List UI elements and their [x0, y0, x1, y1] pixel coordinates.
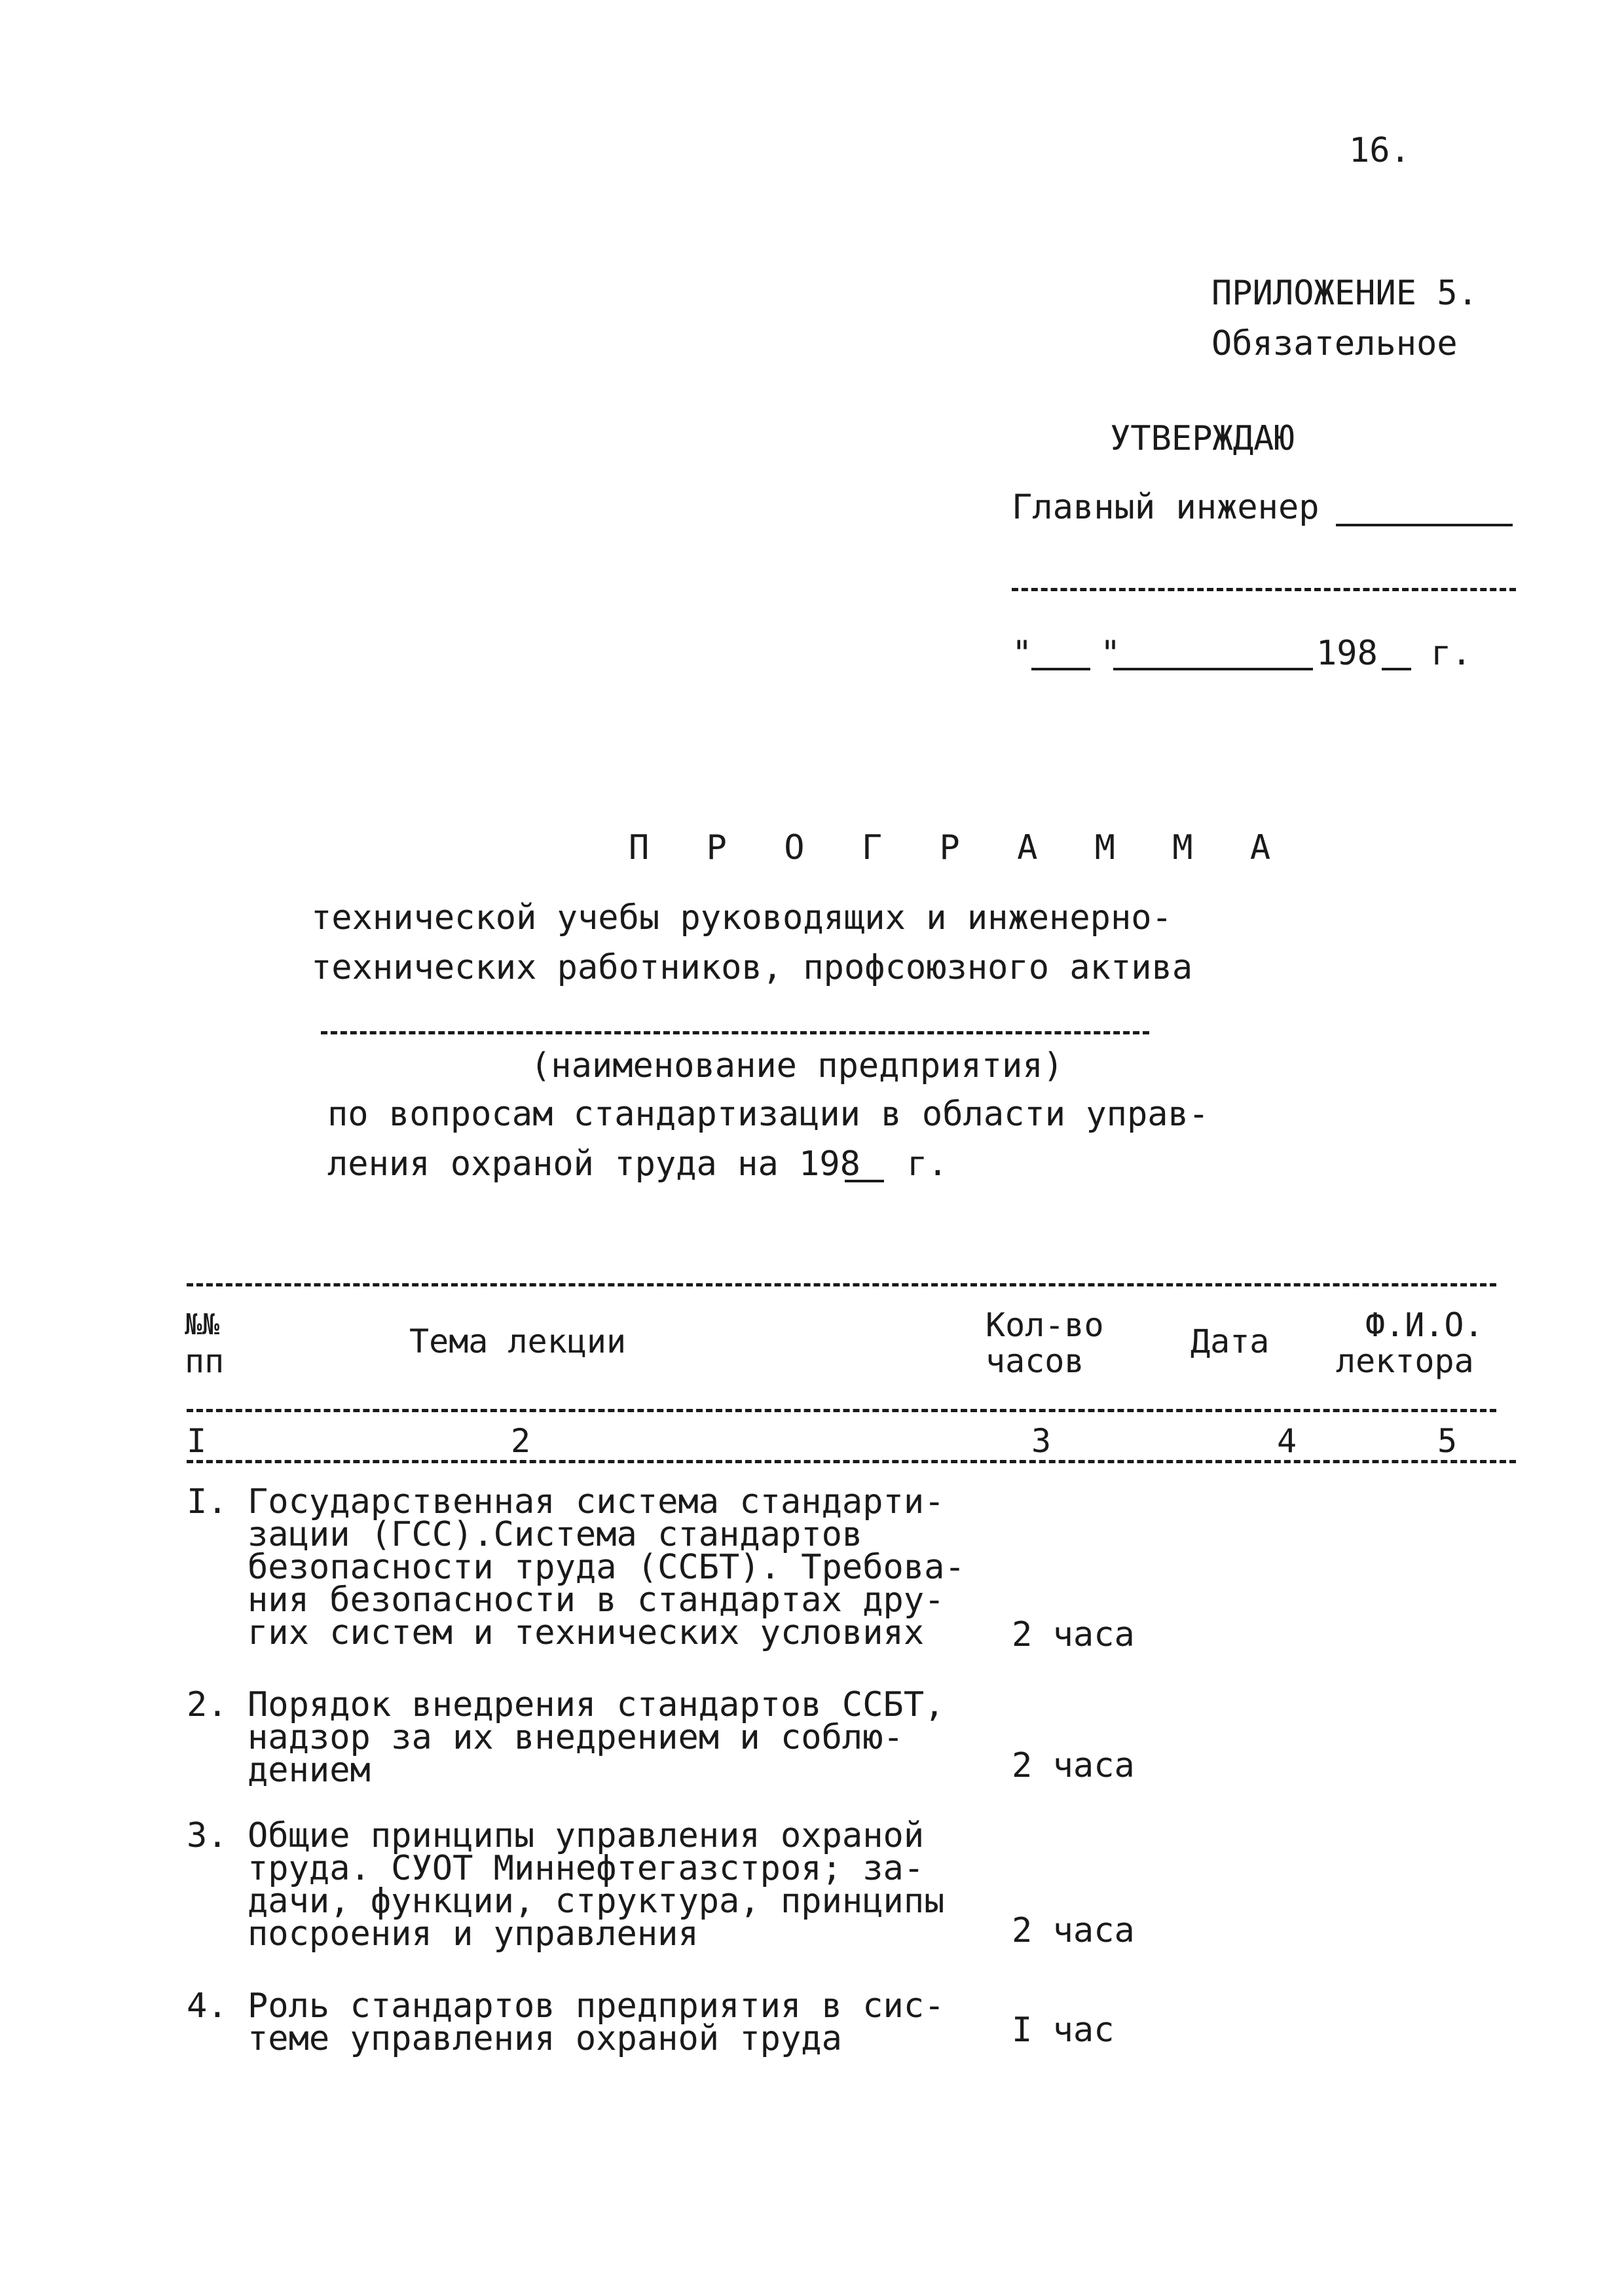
- header-hours-1: Кол-во: [986, 1306, 1104, 1344]
- program-line-1: технической учебы руководящих и инженерно-: [311, 898, 1172, 938]
- row-2-topic-line-2: надзор за их внедрением и соблю-: [248, 1718, 904, 1757]
- row-4-topic-line-1: Роль стандартов предприятия в сис-: [248, 1986, 945, 2026]
- header-hours-2: часов: [986, 1342, 1084, 1380]
- position-label: Главный инженер: [1012, 488, 1320, 527]
- row-3-hours: 2 часа: [1012, 1911, 1135, 1950]
- approve-label: УТВЕРЖДАЮ: [1110, 419, 1295, 458]
- date-quote-close: ": [1100, 634, 1121, 673]
- appendix-title: ПРИЛОЖЕНИЕ 5.: [1211, 274, 1478, 313]
- col-number-2: 2: [511, 1422, 531, 1460]
- header-num-2: пп: [185, 1342, 225, 1380]
- row-1-topic-line-1: Государственная система стандарти-: [248, 1482, 945, 1522]
- header-num-1: №№: [185, 1308, 219, 1341]
- col-number-1: I: [187, 1422, 207, 1460]
- column-number-rule: [187, 1460, 1516, 1463]
- row-1-topic-line-4: ния безопасности в стандартах дру-: [248, 1580, 945, 1620]
- row-4-topic-line-2: теме управления охраной труда: [248, 2019, 842, 2058]
- row-4-hours: I час: [1012, 2011, 1115, 2050]
- header-date: Дата: [1190, 1322, 1270, 1360]
- row-1-topic-line-5: гих систем и технических условиях: [248, 1613, 925, 1652]
- col-number-4: 4: [1277, 1422, 1297, 1460]
- program-title: П Р О Г Р А М М А: [629, 828, 1289, 867]
- row-3-topic-line-4: посроения и управления: [248, 1914, 699, 1954]
- enterprise-dash-line: [321, 1031, 1149, 1034]
- row-2-number: 2.: [187, 1685, 228, 1724]
- row-1-number: I.: [187, 1482, 228, 1522]
- row-3-topic-line-2: труда. СУОТ Миннефтегазстроя; за-: [248, 1849, 925, 1888]
- enterprise-note: (наименование предприятия): [530, 1046, 1063, 1085]
- program-line-2: технических работников, профсоюзного актива: [311, 948, 1193, 987]
- page-number: 16.: [1349, 131, 1411, 170]
- appendix-status: Обязательное: [1211, 324, 1458, 363]
- row-3-topic-line-1: Общие принципы управления охраной: [248, 1816, 925, 1855]
- row-1-hours: 2 часа: [1012, 1615, 1135, 1654]
- signature-line: [1336, 524, 1513, 526]
- name-dash-line: [1012, 588, 1516, 591]
- row-2-topic-line-1: Порядок внедрения стандартов ССБТ,: [248, 1685, 945, 1724]
- col-number-3: 3: [1031, 1422, 1052, 1460]
- program-year-line: [845, 1180, 884, 1182]
- table-top-rule: [187, 1283, 1496, 1286]
- row-3-number: 3.: [187, 1816, 228, 1855]
- col-number-5: 5: [1437, 1422, 1458, 1460]
- header-lecturer-2: лектора: [1336, 1342, 1474, 1380]
- date-quote-open: ": [1012, 634, 1033, 673]
- header-bottom-rule: [187, 1409, 1496, 1412]
- row-2-topic-line-3: дением: [248, 1751, 371, 1790]
- day-line: [1031, 668, 1090, 670]
- row-2-hours: 2 часа: [1012, 1746, 1135, 1785]
- program-line-3: по вопросам стандартизации в области управ-: [327, 1095, 1209, 1134]
- header-lecturer-1: Ф.И.О.: [1365, 1306, 1484, 1344]
- row-1-topic-line-3: безопасности труда (ССБТ). Требова-: [248, 1548, 965, 1587]
- row-3-topic-line-3: дачи, функции, структура, принципы: [248, 1882, 945, 1921]
- month-line: [1113, 668, 1313, 670]
- year-line: [1382, 668, 1411, 670]
- year-suffix: г.: [1431, 634, 1472, 673]
- program-line-4: ления охраной труда на 198: [327, 1144, 860, 1184]
- year-prefix: 198: [1316, 634, 1378, 673]
- program-line-4-suffix: г.: [907, 1144, 948, 1184]
- row-1-topic-line-2: зации (ГСС).Система стандартов: [248, 1515, 863, 1554]
- row-4-number: 4.: [187, 1986, 228, 2026]
- header-topic: Тема лекции: [409, 1322, 627, 1360]
